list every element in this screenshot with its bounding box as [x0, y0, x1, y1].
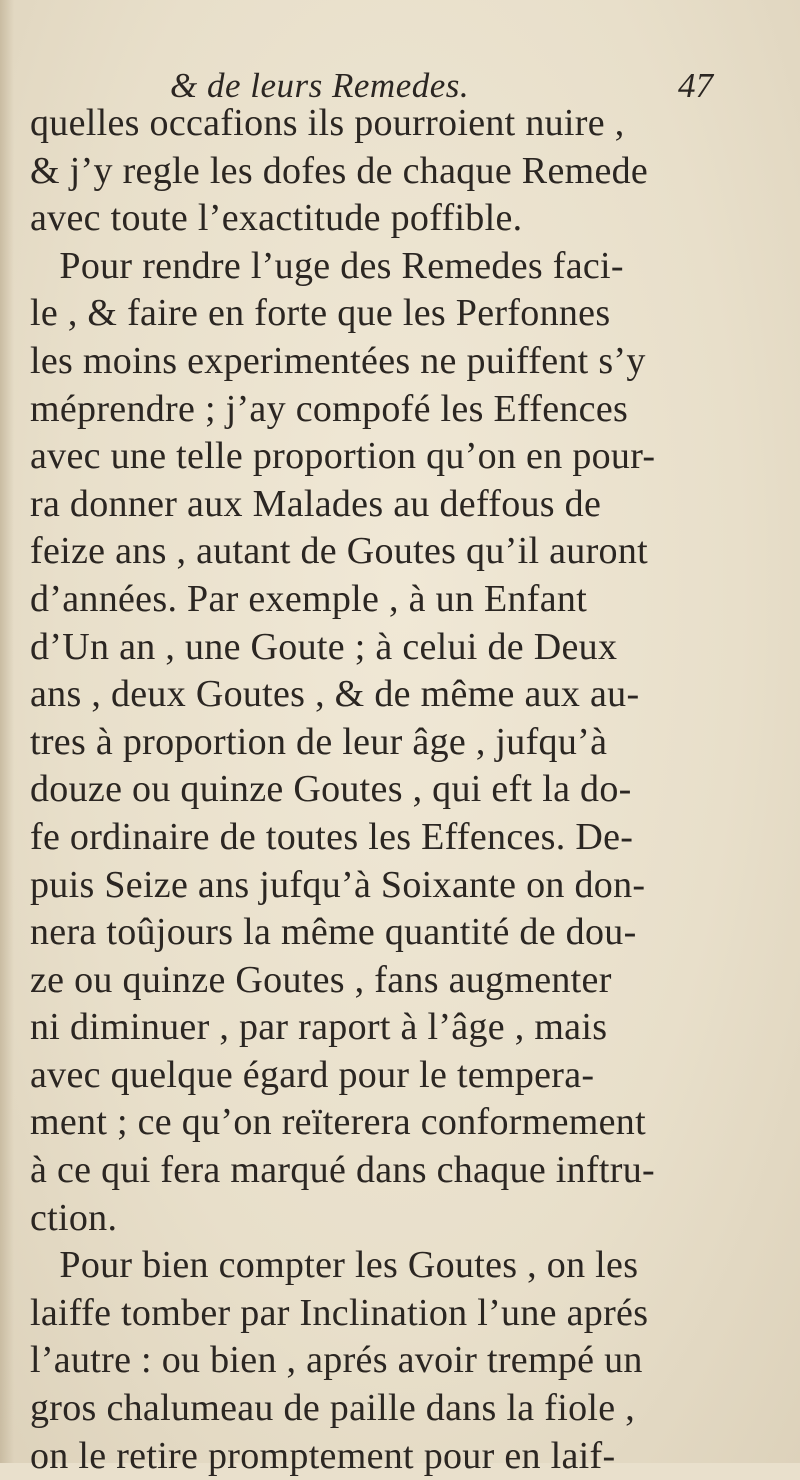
text-line: quelles occafions ils pourroient nuire , [30, 102, 625, 144]
body-text [30, 100, 790, 1480]
text-line: avec une telle proportion qu’on en pour- [30, 435, 656, 478]
text-line: ni diminuer , par raport à l’âge , mais [30, 1006, 608, 1049]
text-line: douze ou quinze Goutes , qui eft la do- [30, 768, 632, 811]
running-title: & de leurs Remedes. [170, 66, 470, 105]
text-line: tres à proportion de leur âge , jufqu’à [30, 720, 608, 763]
page-number: 47 [678, 66, 713, 105]
text-line: on le retire promptement pour en laif- [30, 1434, 616, 1477]
text-line: ze ou quinze Goutes , fans augmenter [30, 958, 612, 1001]
text-line: laiffe tomber par Inclination l’une aprés [30, 1291, 649, 1334]
text-line: avec quelque égard pour le tempera- [30, 1053, 595, 1096]
text-line: d’Un an , une Goute ; à celui de Deux [30, 625, 618, 668]
text-line: puis Seize ans jufqu’à Soixante on don- [30, 863, 646, 906]
text-line: gros chalumeau de paille dans la fiole , [30, 1387, 636, 1430]
text-line: le , & faire en forte que les Perfonnes [30, 292, 611, 335]
text-line: ans , deux Goutes , & de même aux au- [30, 673, 640, 716]
text-line: nera toûjours la même quantité de dou- [30, 911, 637, 954]
text-line: avec toute l’exactitude poffible. [30, 197, 523, 240]
text-line: l’autre : ou bien , aprés avoir trempé un [30, 1339, 643, 1382]
gutter-shadow [0, 0, 14, 1463]
text-line: feize ans , autant de Goutes qu’il auront [30, 530, 648, 573]
text-line: ra donner aux Malades au deffous de [30, 482, 602, 525]
text-line: & j’y regle les dofes de chaque Remede [30, 149, 649, 192]
text-line: d’années. Par exemple , à un Enfant [30, 577, 588, 620]
text-line: méprendre ; j’ay compofé les Effences [30, 387, 629, 430]
text-line: Pour bien compter les Goutes , on les [30, 1244, 639, 1287]
text-line: ment ; ce qu’on reïterera conformement [30, 1101, 646, 1144]
text-line: les moins experimentées ne puiffent s’y [30, 339, 646, 382]
text-line: ction. [30, 1196, 118, 1239]
text-line: Pour rendre l’uge des Remedes faci- [30, 244, 624, 287]
text-line: fe ordinaire de toutes les Effences. De- [30, 815, 634, 858]
text-line: à ce qui fera marqué dans chaque inftru- [30, 1149, 655, 1192]
